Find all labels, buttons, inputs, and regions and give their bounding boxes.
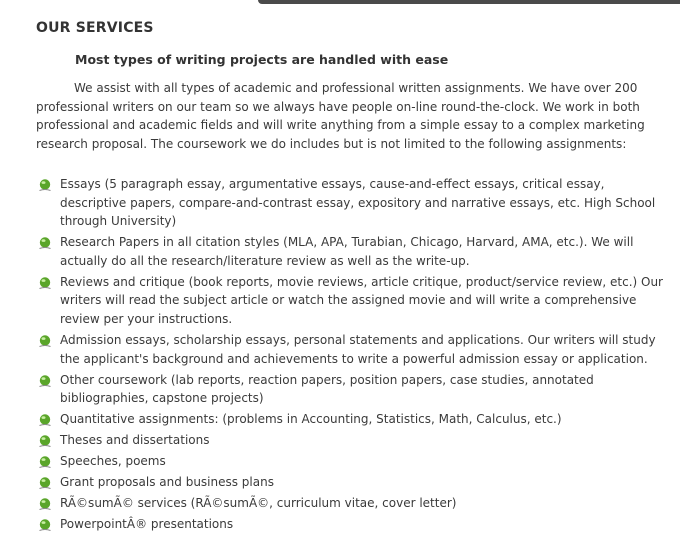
service-item bbox=[36, 273, 672, 329]
service-item bbox=[36, 473, 672, 492]
green-ball-icon bbox=[38, 334, 52, 348]
service-item-text: Other coursework (lab reports, reaction papers, position papers, case studies, annotated bibliographies, capstone projects) bbox=[60, 372, 594, 406]
green-ball-icon bbox=[38, 276, 52, 290]
green-ball-icon bbox=[38, 455, 52, 469]
service-item-text: Speeches, poems bbox=[60, 454, 166, 469]
service-item bbox=[36, 371, 672, 408]
service-item-text: Quantitative assignments: (problems in Accounting, Statistics, Math, Calculus, etc.) bbox=[60, 412, 562, 427]
service-item bbox=[36, 452, 672, 471]
section-subtitle: Most types of writing projects are handled with ease bbox=[75, 52, 449, 67]
service-item bbox=[36, 515, 672, 534]
service-item bbox=[36, 233, 672, 270]
service-item bbox=[36, 175, 672, 231]
green-ball-icon bbox=[38, 374, 52, 388]
services-list bbox=[36, 175, 672, 536]
green-ball-icon bbox=[38, 434, 52, 448]
green-ball-icon bbox=[38, 178, 52, 192]
service-item bbox=[36, 431, 672, 450]
service-item-text: Theses and dissertations bbox=[60, 433, 210, 448]
service-item bbox=[36, 331, 672, 368]
service-item bbox=[36, 410, 672, 429]
section-title: OUR SERVICES bbox=[36, 20, 154, 36]
service-item-text: Admission essays, scholarship essays, personal statements and applications. Our writers will study the applicant's background and achievements to write a powerful admission essay or application. bbox=[60, 332, 656, 366]
green-ball-icon bbox=[38, 497, 52, 511]
green-ball-icon bbox=[38, 518, 52, 532]
service-item-text: Research Papers in all citation styles (MLA, APA, Turabian, Chicago, Harvard, AMA, etc.). We will actually do all the research/literature review as well as the write-up. bbox=[60, 235, 634, 268]
service-item-text: RÃ©sumÃ© services (RÃ©sumÃ©, curriculum vitae, cover letter) bbox=[60, 496, 457, 511]
service-item-text: Reviews and critique (book reports, movie reviews, article critique, product/service review, etc.) Our writers will read the subject article or watch the assigned movie and will write a comprehensive review per your instructions. bbox=[60, 274, 663, 326]
service-item-text: Essays (5 paragraph essay, argumentative essays, cause-and-effect essays, critical essay, descriptive papers, compare-and-contrast essay, expository and narrative essays, etc. High School through University) bbox=[60, 177, 656, 229]
green-ball-icon bbox=[38, 413, 52, 427]
intro-paragraph: We assist with all types of academic and professional written assignments. We have over 200 professional writers on our team so we always have people on-line round-the-clock. We work in both professional and academic fields and will write anything from a simple essay to a complex marketing research proposal. The coursework we do includes but is not limited to the following assignments: bbox=[36, 81, 645, 151]
green-ball-icon bbox=[38, 236, 52, 250]
header-divider-bar bbox=[258, 0, 680, 4]
service-item-text: Grant proposals and business plans bbox=[60, 475, 274, 490]
green-ball-icon bbox=[38, 476, 52, 490]
service-item-text: PowerpointÂ® presentations bbox=[60, 517, 234, 531]
service-item bbox=[36, 494, 672, 513]
